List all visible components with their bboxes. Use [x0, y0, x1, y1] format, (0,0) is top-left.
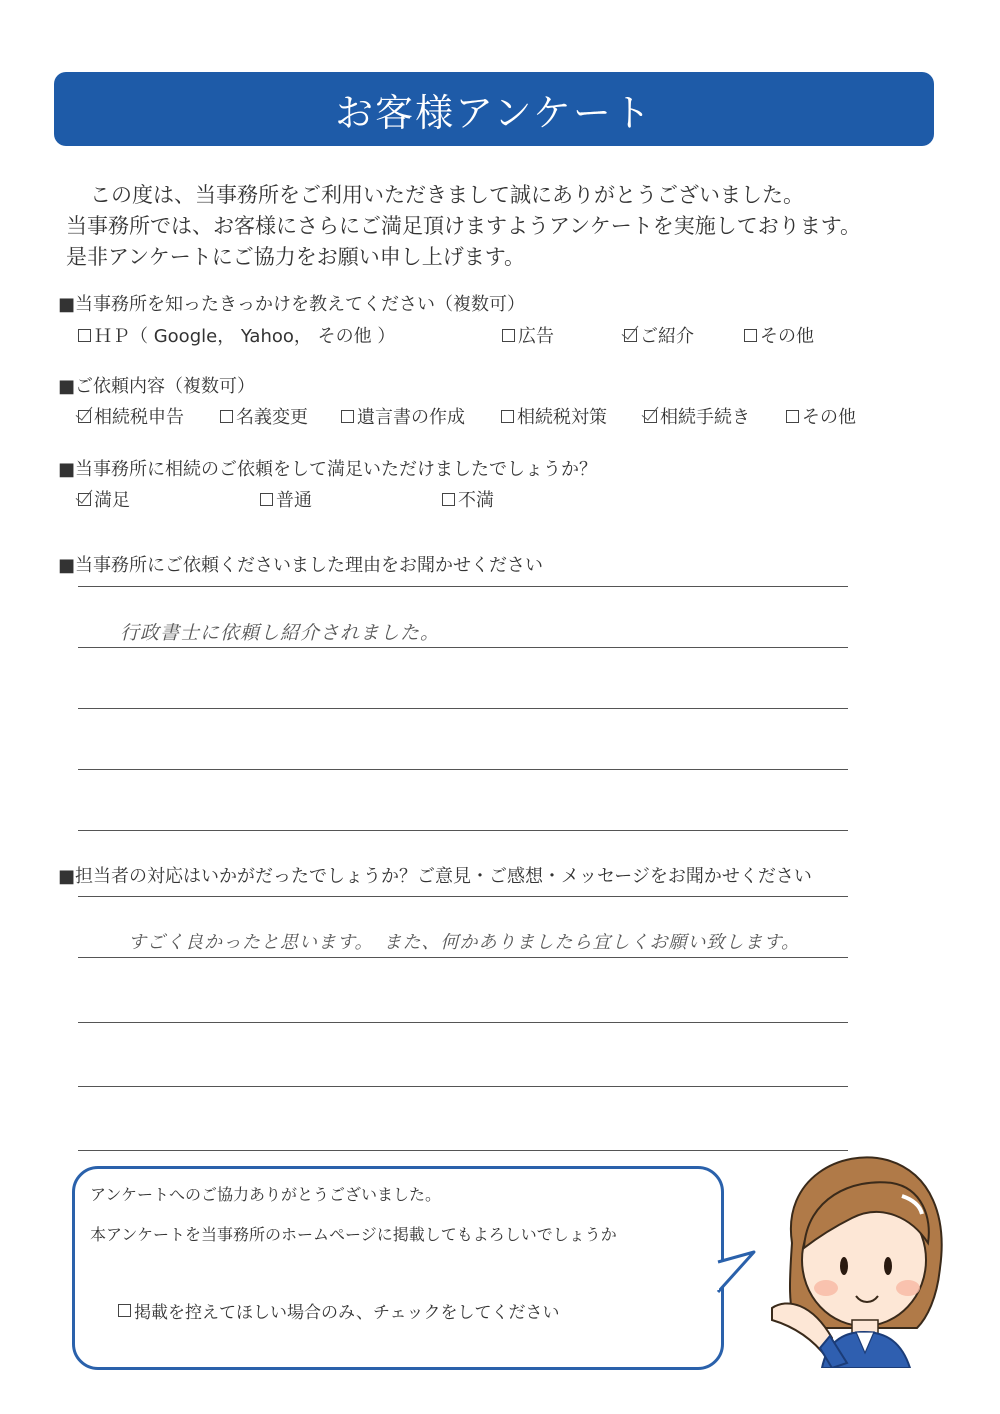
answer-line [78, 708, 848, 709]
checkbox[interactable] [341, 410, 354, 423]
checkbox[interactable] [78, 329, 91, 342]
answer-line [78, 896, 848, 897]
option-label: 遺言書の作成 [357, 407, 465, 428]
option-label: 不満 [458, 490, 494, 511]
intro-line: 当事務所では、お客様にさらにご満足頂けますようアンケートを実施しております。 [66, 214, 862, 238]
option-label: 相続税対策 [517, 407, 607, 428]
option-label: 相続手続き [660, 407, 750, 428]
option-label: その他 [760, 326, 814, 347]
answer-line [78, 830, 848, 831]
q3-heading: ■当事務所に相続のご依頼をして満足いただけましたでしょうか？ [58, 459, 598, 480]
q2-options [78, 403, 938, 429]
q1-heading: ■当事務所を知ったきっかけを教えてください（複数可） [58, 294, 526, 315]
answer-line [78, 957, 848, 958]
option-label: その他 [802, 407, 856, 428]
q2-option-other[interactable] [786, 403, 856, 429]
q2-option-procedures[interactable] [644, 403, 750, 429]
q3-option-satisfied[interactable] [78, 486, 130, 512]
q3-option-neutral[interactable] [260, 486, 312, 512]
checkbox-checked[interactable] [78, 410, 91, 423]
survey-title-banner [54, 72, 934, 146]
option-label: 相続税申告 [94, 407, 184, 428]
q1-option-ad[interactable] [502, 322, 554, 348]
checkbox[interactable] [220, 410, 233, 423]
q3-option-unsatisfied[interactable] [442, 486, 494, 512]
q1-option-hp[interactable] [78, 322, 395, 348]
checkbox[interactable] [260, 493, 273, 506]
q3-options [78, 486, 938, 512]
checkbox[interactable] [501, 410, 514, 423]
q4-answer[interactable]: 行政書士に依頼し紹介されました。 [120, 622, 441, 644]
checkbox-checked[interactable] [644, 410, 657, 423]
answer-line [78, 586, 848, 587]
q4-heading: ■当事務所にご依頼くださいました理由をお聞かせください [58, 555, 544, 576]
option-label: 広告 [518, 326, 554, 347]
q2-option-inheritance-tax-return[interactable] [78, 403, 184, 429]
checkbox[interactable] [118, 1304, 131, 1317]
intro-line: 是非アンケートにご協力をお願い申し上げます。 [66, 245, 526, 269]
q5-heading: ■担当者の対応はいかがだったでしょうか？ご意見・ご感想・メッセージをお聞かせください [58, 866, 812, 887]
intro-line: この度は、当事務所をご利用いただきまして誠にありがとうございました。 [90, 183, 804, 207]
checkbox[interactable] [442, 493, 455, 506]
answer-line [78, 769, 848, 770]
q1-option-referral[interactable] [624, 322, 694, 348]
q1-option-other[interactable] [744, 322, 814, 348]
answer-line [78, 1086, 848, 1087]
bubble-permission-question: 本アンケートを当事務所のホームページに掲載してもよろしいでしょうか [90, 1225, 617, 1244]
survey-title: お客様アンケート [335, 90, 653, 135]
checkbox[interactable] [502, 329, 515, 342]
answer-line [78, 1022, 848, 1023]
staff-illustration [752, 1148, 952, 1368]
checkbox-checked[interactable] [78, 493, 91, 506]
option-label: 満足 [94, 490, 130, 511]
q2-option-will[interactable] [341, 403, 465, 429]
opt-out-option[interactable] [118, 1298, 560, 1323]
q1-options [78, 322, 938, 348]
option-label: ＨＰ（ Google， Yahoo， その他 ） [94, 326, 396, 347]
checkbox[interactable] [744, 329, 757, 342]
bubble-thanks: アンケートへのご協力ありがとうございました。 [90, 1185, 442, 1204]
q2-option-title-change[interactable] [220, 403, 308, 429]
answer-line [78, 647, 848, 648]
opt-out-label: 掲載を控えてほしい場合のみ、チェックをしてください [134, 1303, 560, 1323]
q2-heading: ■ご依頼内容（複数可） [58, 376, 256, 397]
option-label: 普通 [276, 490, 312, 511]
intro-text [66, 180, 946, 273]
option-label: ご紹介 [640, 326, 694, 347]
checkbox-checked[interactable] [624, 329, 637, 342]
answer-line [78, 1150, 848, 1151]
q5-answer[interactable]: すごく良かったと思います。 また、何かありましたら宜しくお願い致します。 [128, 932, 801, 953]
checkbox[interactable] [786, 410, 799, 423]
q2-option-tax-planning[interactable] [501, 403, 607, 429]
option-label: 名義変更 [236, 407, 308, 428]
